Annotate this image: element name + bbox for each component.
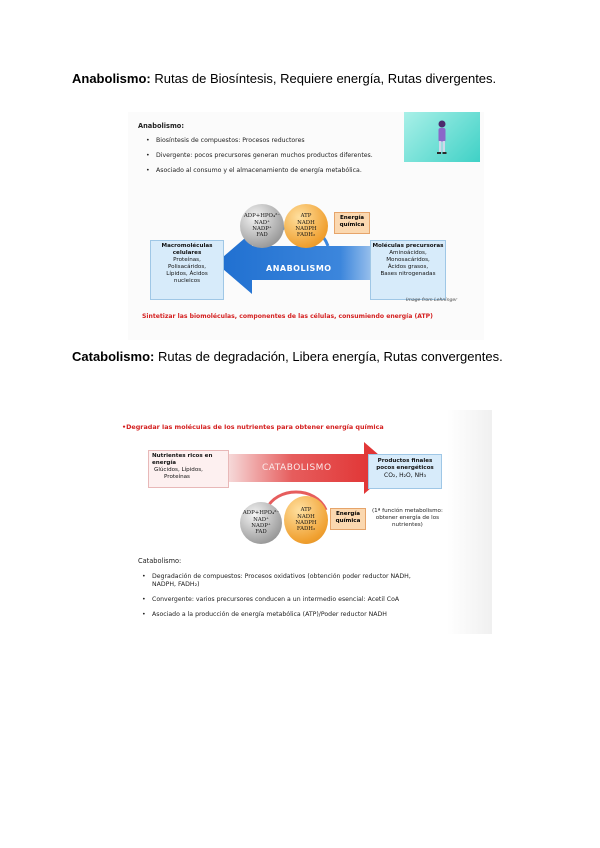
anabolism-heading-text: Rutas de Biosíntesis, Requiere energía, Rutas divergentes. xyxy=(150,71,497,86)
list-item: • Convergente: varios precursores conducen a un intermedio esencial: Acetil CoA xyxy=(142,596,400,603)
anabolism-slide xyxy=(128,112,484,340)
catabolism-arrow-label: CATABOLISMO xyxy=(262,463,332,473)
list-item: • Degradación de compuestos: Procesos oxidativos (obtención poder reductor NADH, xyxy=(142,573,411,580)
box-title: Macromoléculas celulares xyxy=(161,243,213,256)
catabolism-orange-circle: ATP NADH NADPH FADH₂ xyxy=(284,496,328,544)
catabolism-top-line: •Degradar las moléculas de los nutrientes para obtener energía química xyxy=(122,423,384,431)
image-credit: Image from Lehninger xyxy=(406,298,458,303)
catabolism-left-box: Nutrientes ricos en energía Glúcidos, Lípidos, Proteínas xyxy=(148,450,229,488)
anabolism-orange-circle: ATP NADH NADPH FADH₂ xyxy=(284,204,328,248)
catabolism-slide xyxy=(118,410,492,634)
box-title: Moléculas precursoras xyxy=(372,243,444,249)
list-item: • Asociado al consumo y el almacenamiento de energía metabólica. xyxy=(146,167,362,174)
catabolism-slide-title: Catabolismo: xyxy=(138,557,182,565)
list-item: • Asociado a la producción de energía metabólica (ATP)/Poder reductor NADH xyxy=(142,611,387,618)
anabolism-slide-title: Anabolismo: xyxy=(138,122,184,130)
anabolism-left-box: Macromoléculas celulares Proteínas, Polisacáridos, Lípidos, Ácidos nucleicos xyxy=(150,240,224,300)
anabolism-footer: Sintetizar las biomoléculas, componentes de las células, consumiendo energía (ATP) xyxy=(142,313,433,320)
anabolism-arrow-label: ANABOLISMO xyxy=(266,264,332,273)
list-item: NADPH, FADH₂) xyxy=(152,581,200,588)
box-title: Productos finales pocos energéticos xyxy=(376,458,434,471)
catabolism-gray-circle: ADP+HPO₄²⁻ NAD⁺ NADP⁺ FAD xyxy=(240,502,282,544)
anabolism-gray-circle: ADP+HPO₄²⁻ NAD⁺ NADP⁺ FAD xyxy=(240,204,284,248)
person-illustration xyxy=(404,112,480,162)
catabolism-heading-text: Rutas de degradación, Libera energía, Rutas convergentes. xyxy=(154,349,503,364)
catabolism-heading-term: Catabolismo: xyxy=(72,349,155,364)
catabolism-heading xyxy=(72,349,503,364)
catabolism-bullets xyxy=(142,573,411,626)
box-title: Nutrientes ricos en energía xyxy=(152,453,213,466)
anabolism-bullets xyxy=(146,137,373,182)
anabolism-energy-label: Energía química xyxy=(334,212,370,234)
catabolism-note: (1ª función metabolismo: obtener energía de los nutrientes) xyxy=(372,508,443,528)
anabolism-heading xyxy=(72,71,496,86)
list-item: • Biosíntesis de compuestos: Procesos reductores xyxy=(146,137,305,144)
catabolism-energy-label: Energía química xyxy=(330,508,366,530)
anabolism-right-box: Moléculas precursoras Aminoácidos, Monosacáridos, Ácidos grasos, Bases nitrogenadas xyxy=(370,240,446,300)
list-item: • Divergente: pocos precursores generan muchos productos diferentes. xyxy=(146,152,373,159)
person-icon xyxy=(404,112,480,162)
catabolism-right-box: Productos finales pocos energéticos CO₂, H₂O, NH₃ xyxy=(368,454,442,489)
anabolism-heading-term: Anabolismo: xyxy=(72,71,151,86)
